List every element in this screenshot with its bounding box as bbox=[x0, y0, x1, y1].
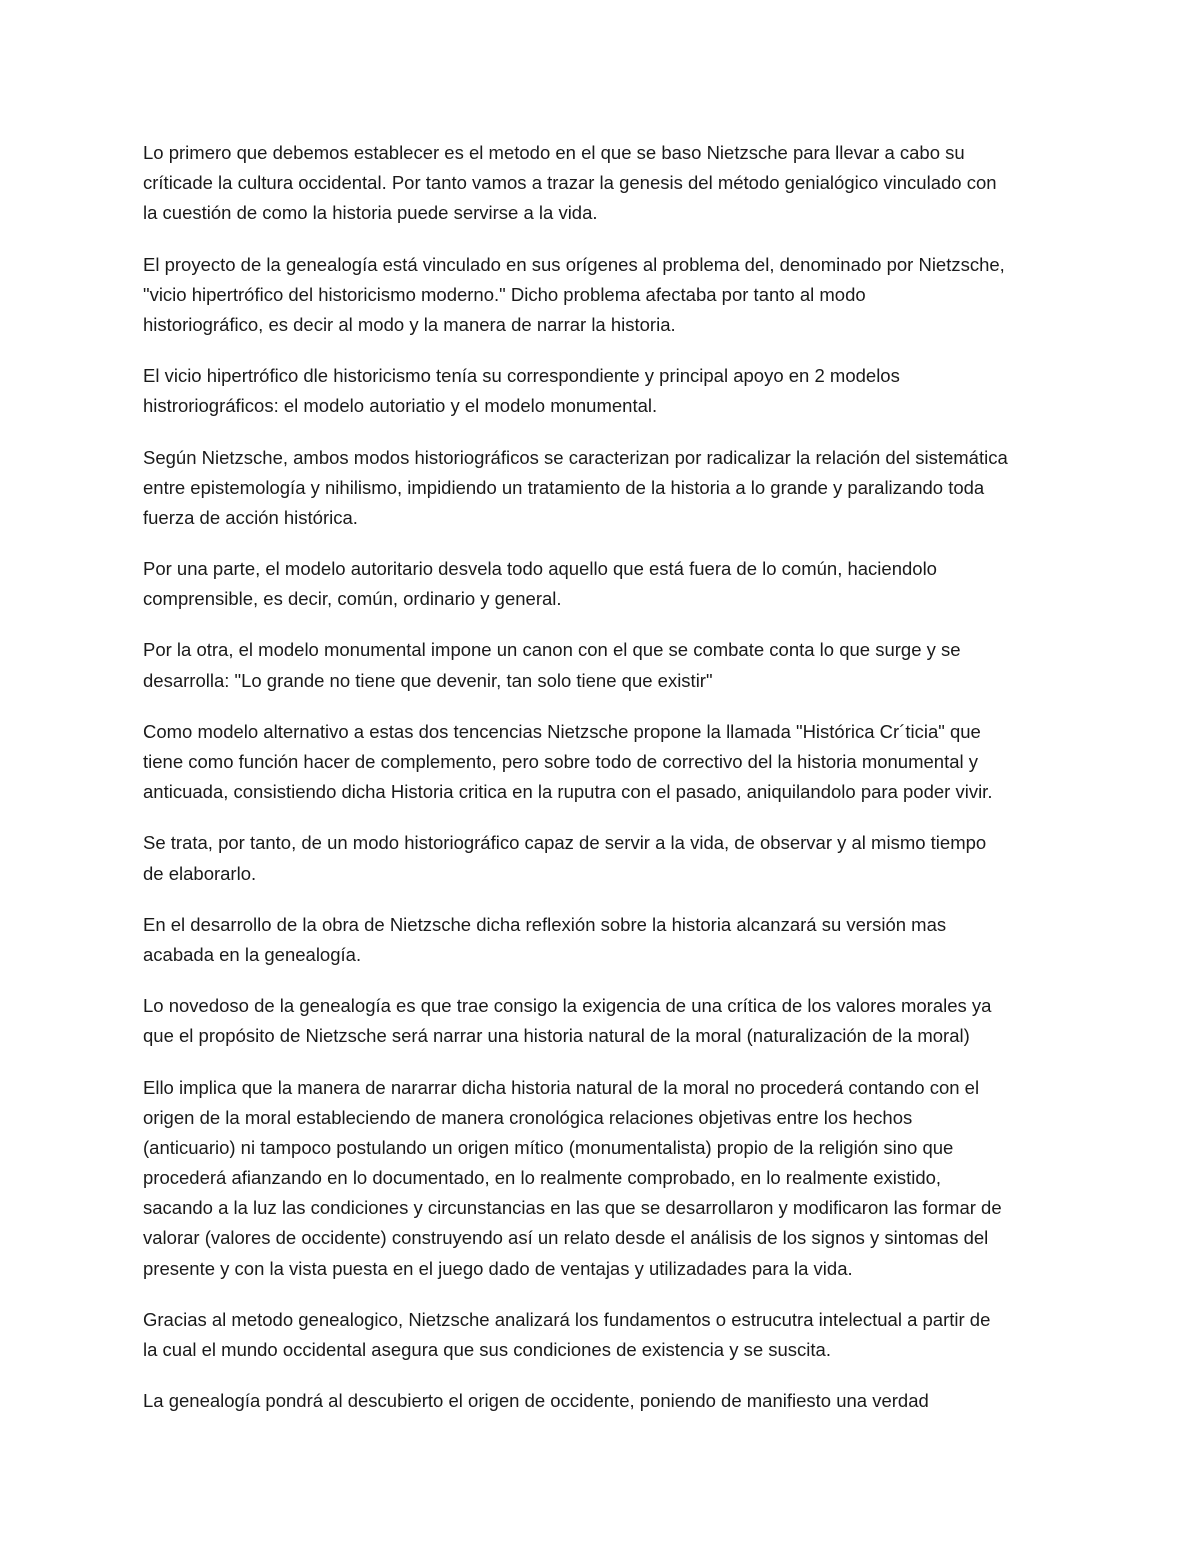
paragraph-line: historiográfico, es decir al modo y la manera de narrar la historia. bbox=[143, 313, 676, 335]
paragraph-line: Lo novedoso de la genealogía es que trae consigo la exigencia de una crítica de los valores morales ya bbox=[143, 995, 992, 1017]
paragraph-line: "vicio hipertrófico del historicismo moderno." Dicho problema afectaba por tanto al modo bbox=[143, 283, 866, 305]
document-body bbox=[143, 138, 1073, 1437]
paragraph bbox=[143, 443, 1073, 534]
paragraph-line: acabada en la genealogía. bbox=[143, 943, 362, 965]
paragraph bbox=[143, 361, 1073, 421]
paragraph-line: histroriográficos: el modelo autoriatio y el modelo monumental. bbox=[143, 395, 658, 417]
paragraph-line: anticuada, consistiendo dicha Historia critica en la ruputra con el pasado, aniquilandolo para poder vivir. bbox=[143, 781, 993, 803]
paragraph bbox=[143, 828, 1073, 888]
paragraph-line: sacando a la luz las condiciones y circunstancias en las que se desarrollaron y modificaron las formar de bbox=[143, 1197, 1002, 1219]
paragraph-line: Por una parte, el modelo autoritario desvela todo aquello que está fuera de lo común, haciendolo bbox=[143, 558, 937, 580]
paragraph-line: tiene como función hacer de complemento, pero sobre todo de correctivo del la historia monumental y bbox=[143, 751, 979, 772]
paragraph-line: La genealogía pondrá al descubierto el origen de occidente, poniendo de manifiesto una verdad bbox=[143, 1390, 929, 1412]
paragraph bbox=[143, 717, 1073, 808]
paragraph bbox=[143, 1073, 1073, 1284]
paragraph-line: Según Nietzsche, ambos modos historiográficos se caracterizan por radicalizar la relación del sistemática bbox=[143, 446, 1008, 468]
paragraph-line: Gracias al metodo genealogico, Nietzsche analizará los fundamentos o estrucutra intelectual a partir de bbox=[143, 1308, 991, 1330]
paragraph bbox=[143, 1305, 1073, 1365]
paragraph-line: origen de la moral estableciendo de manera cronológica relaciones objetivas entre los hechos bbox=[143, 1106, 913, 1128]
paragraph-line: Ello implica que la manera de nararrar dicha historia natural de la moral no procederá contando con el bbox=[143, 1076, 980, 1098]
paragraph-line: la cual el mundo occidental asegura que sus condiciones de existencia y se suscita. bbox=[143, 1339, 831, 1360]
paragraph-line: entre epistemología y nihilismo, impidiendo un tratamiento de la historia a lo grande y paralizando toda bbox=[143, 476, 985, 498]
paragraph bbox=[143, 250, 1073, 341]
paragraph-line: de elaborarlo. bbox=[143, 862, 257, 884]
paragraph bbox=[143, 138, 1073, 229]
paragraph bbox=[143, 635, 1073, 695]
paragraph bbox=[143, 1386, 1073, 1416]
paragraph-line: (anticuario) ni tampoco postulando un origen mítico (monumentalista) propio de la religión sino que bbox=[143, 1136, 954, 1158]
paragraph bbox=[143, 910, 1073, 970]
paragraph-line: Lo primero que debemos establecer es el metodo en el que se baso Nietzsche para llevar a cabo su bbox=[143, 142, 965, 163]
paragraph bbox=[143, 554, 1073, 614]
paragraph-line: Se trata, por tanto, de un modo historiográfico capaz de servir a la vida, de observar y al mismo tiempo bbox=[143, 832, 987, 854]
paragraph-line: procederá afianzando en lo documentado, en lo realmente comprobado, en lo realmente existido, bbox=[143, 1167, 942, 1189]
paragraph-line: El proyecto de la genealogía está vinculado en sus orígenes al problema del, denominado por Nietzsche, bbox=[143, 253, 1005, 275]
paragraph-line: presente y con la vista puesta en el juego dado de ventajas y utilizadades para la vida. bbox=[143, 1257, 853, 1279]
paragraph-line: que el propósito de Nietzsche será narrar una historia natural de la moral (naturalización de la moral) bbox=[143, 1025, 970, 1047]
paragraph-line: desarrolla: "Lo grande no tiene que devenir, tan solo tiene que existir" bbox=[143, 669, 713, 691]
paragraph-line: la cuestión de como la historia puede servirse a la vida. bbox=[143, 202, 598, 224]
paragraph-line: comprensible, es decir, común, ordinario y general. bbox=[143, 588, 562, 610]
paragraph bbox=[143, 991, 1073, 1051]
paragraph-line: En el desarrollo de la obra de Nietzsche dicha reflexión sobre la historia alcanzará su versión mas bbox=[143, 913, 947, 935]
paragraph-line: fuerza de acción histórica. bbox=[143, 506, 358, 528]
paragraph-line: Como modelo alternativo a estas dos tencencias Nietzsche propone la llamada "Histórica Cr´ticia" que bbox=[143, 720, 981, 742]
paragraph-line: valorar (valores de occidente) construyendo así un relato desde el análisis de los signos y sintomas del bbox=[143, 1227, 989, 1249]
paragraph-line: críticade la cultura occidental. Por tanto vamos a trazar la genesis del método genialógico vinculado con bbox=[143, 172, 997, 194]
paragraph-line: Por la otra, el modelo monumental impone un canon con el que se combate conta lo que surge y se bbox=[143, 639, 961, 661]
paragraph-line: El vicio hipertrófico dle historicismo tenía su correspondiente y principal apoyo en 2 modelos bbox=[143, 365, 900, 387]
